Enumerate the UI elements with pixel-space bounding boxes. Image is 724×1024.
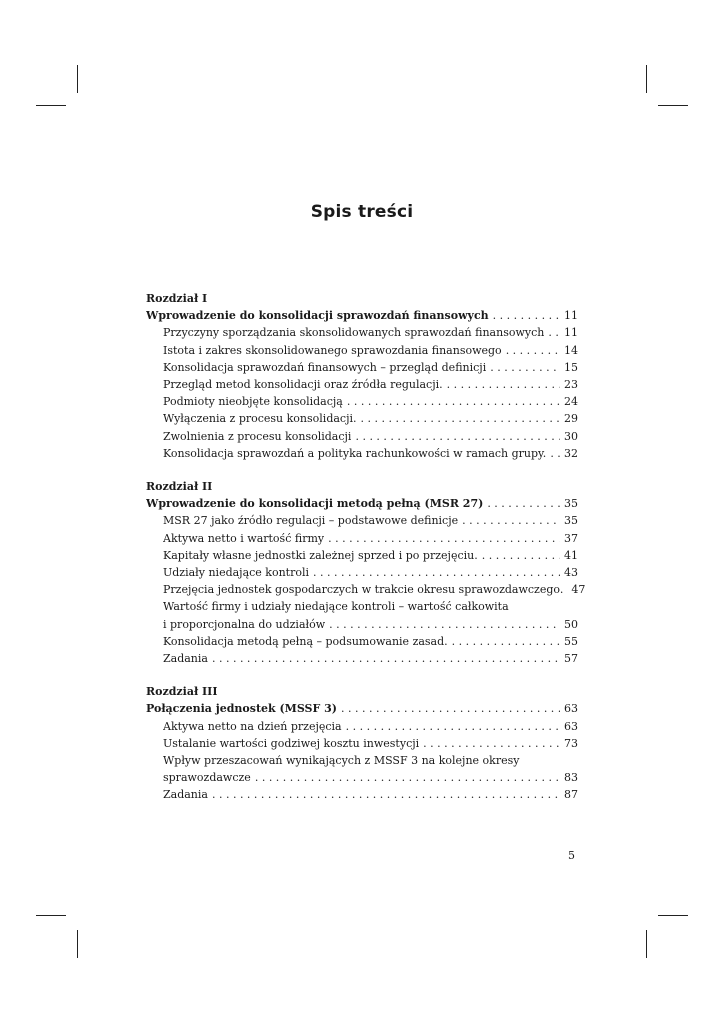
entry-title: Zadania	[163, 652, 208, 666]
toc-entry[interactable]	[146, 598, 578, 632]
page-ref: 14	[564, 343, 578, 357]
entry-title-continued: sprawozdawcze	[163, 771, 251, 785]
page-ref: 24	[564, 395, 578, 409]
chapter	[146, 683, 578, 803]
chapter-heading-row[interactable]	[146, 700, 578, 717]
table-of-contents	[146, 290, 586, 820]
chapter	[146, 478, 586, 667]
leader-dots	[328, 530, 560, 547]
crop-mark	[36, 915, 66, 916]
page-ref: 43	[564, 566, 578, 580]
chapter-heading-row[interactable]	[146, 495, 578, 512]
leader-dots	[423, 735, 560, 752]
crop-mark	[646, 930, 647, 958]
toc-entry[interactable]	[146, 512, 578, 529]
page-ref: 37	[564, 531, 578, 545]
toc-entry[interactable]	[146, 359, 578, 376]
crop-mark	[658, 105, 688, 106]
entry-title: Konsolidacja sprawozdań finansowych – przegląd definicji	[163, 360, 487, 374]
entry-title: Ustalanie wartości godziwej kosztu inwestycji	[163, 736, 420, 750]
page-ref: 87	[564, 788, 578, 802]
entry-title: Aktywa netto na dzień przejęcia	[163, 719, 342, 733]
page-ref: 50	[564, 617, 578, 631]
page-ref: 15	[564, 360, 578, 374]
entry-title: Wyłączenia z procesu konsolidacji.	[163, 412, 357, 426]
entry-title: Zadania	[163, 788, 208, 802]
entry-title: MSR 27 jako źródło regulacji – podstawowe definicje	[163, 514, 459, 528]
crop-mark	[77, 65, 78, 93]
crop-mark	[77, 930, 78, 958]
page-ref: 63	[564, 719, 578, 733]
toc-entry[interactable]	[146, 581, 586, 598]
crop-mark	[646, 65, 647, 93]
entry-title: Konsolidacja sprawozdań a polityka rachunkowości w ramach grupy.	[163, 446, 547, 460]
toc-entry[interactable]	[146, 564, 578, 581]
toc-entry[interactable]	[146, 393, 578, 410]
leader-dots	[341, 700, 560, 717]
page-ref: 30	[564, 429, 578, 443]
leader-dots	[452, 633, 560, 650]
toc-entry[interactable]	[146, 445, 578, 462]
page-ref: 11	[564, 326, 578, 340]
page-ref: 47	[571, 583, 586, 597]
leader-dots	[482, 547, 560, 564]
leader-dots	[462, 512, 560, 529]
leader-dots	[329, 616, 560, 633]
toc-entry[interactable]	[146, 376, 578, 393]
entry-title: Konsolidacja metodą pełną – podsumowanie zasad.	[163, 634, 448, 648]
toc-entry[interactable]	[146, 650, 578, 667]
entry-continuation	[163, 769, 578, 786]
toc-entry[interactable]	[146, 752, 578, 786]
entry-title: Przyczyny sporządzania skonsolidowanych sprawozdań finansowych	[163, 326, 545, 340]
leader-dots	[346, 718, 560, 735]
entry-title: Aktywa netto i wartość firmy	[163, 531, 325, 545]
toc-entry[interactable]	[146, 428, 578, 445]
leader-dots	[548, 324, 560, 341]
page-ref: 83	[564, 771, 578, 785]
page-ref: 35	[564, 514, 578, 528]
chapter	[146, 290, 578, 462]
chapter-label: Rozdział I	[146, 292, 208, 305]
entry-title: Podmioty nieobjęte konsolidacją	[163, 395, 343, 409]
page-number: 5	[568, 849, 575, 862]
leader-dots	[313, 564, 560, 581]
entry-title: Istota i zakres skonsolidowanego sprawozdania finansowego	[163, 343, 502, 357]
leader-dots	[355, 428, 560, 445]
entry-title: Przegląd metod konsolidacji oraz źródła regulacji.	[163, 378, 443, 392]
entry-title: Zwolnienia z procesu konsolidacji	[163, 429, 352, 443]
leader-dots	[493, 307, 560, 324]
entry-title: Kapitały własne jednostki zależnej sprzed i po przejęciu.	[163, 548, 478, 562]
page-ref: 55	[564, 634, 578, 648]
crop-mark	[658, 915, 688, 916]
entry-continuation	[163, 616, 578, 633]
toc-entry[interactable]	[146, 530, 578, 547]
crop-mark	[36, 105, 66, 106]
leader-dots	[506, 342, 560, 359]
page-ref: 41	[564, 548, 578, 562]
leader-dots	[361, 410, 561, 427]
entry-title-continued: i proporcjonalna do udziałów	[163, 617, 326, 631]
page-ref: 23	[564, 378, 578, 392]
page-ref: 29	[564, 412, 578, 426]
chapter-heading: Połączenia jednostek (MSSF 3)	[146, 702, 338, 716]
leader-dots	[447, 376, 560, 393]
chapter-heading: Wprowadzenie do konsolidacji sprawozdań finansowych	[146, 309, 489, 323]
leader-dots	[550, 445, 560, 462]
toc-entry[interactable]	[146, 324, 578, 341]
toc-entry[interactable]	[146, 633, 578, 650]
toc-entry[interactable]	[146, 410, 578, 427]
entry-title: Przejęcia jednostek gospodarczych w trakcie okresu sprawozdawczego.	[163, 583, 564, 597]
toc-entry[interactable]	[146, 735, 578, 752]
toc-entry[interactable]	[146, 786, 578, 803]
page-ref: 35	[564, 497, 578, 511]
leader-dots	[487, 495, 560, 512]
chapter-heading: Wprowadzenie do konsolidacji metodą pełną (MSR 27)	[146, 497, 484, 511]
chapter-label: Rozdział III	[146, 685, 218, 699]
page-ref: 57	[564, 652, 578, 666]
leader-dots	[490, 359, 560, 376]
entry-title: Udziały niedające kontroli	[163, 566, 310, 580]
entry-title: Wartość firmy i udziały niedające kontroli – wartość całkowita	[163, 600, 509, 614]
leader-dots	[212, 786, 560, 803]
page-ref: 32	[564, 446, 578, 460]
page-title: Spis treści	[310, 202, 414, 222]
leader-dots	[212, 650, 560, 667]
leader-dots	[255, 769, 560, 786]
page-ref: 73	[564, 736, 578, 750]
entry-title: Wpływ przeszacowań wynikających z MSSF 3 na kolejne okresy	[163, 754, 520, 768]
toc-entry[interactable]	[146, 547, 578, 564]
chapter-heading-row[interactable]	[146, 307, 578, 324]
chapter-label: Rozdział II	[146, 480, 213, 494]
toc-entry[interactable]	[146, 342, 578, 359]
page-ref: 11	[564, 309, 578, 323]
leader-dots	[347, 393, 560, 410]
toc-entry[interactable]	[146, 718, 578, 735]
page-ref: 63	[564, 702, 578, 716]
